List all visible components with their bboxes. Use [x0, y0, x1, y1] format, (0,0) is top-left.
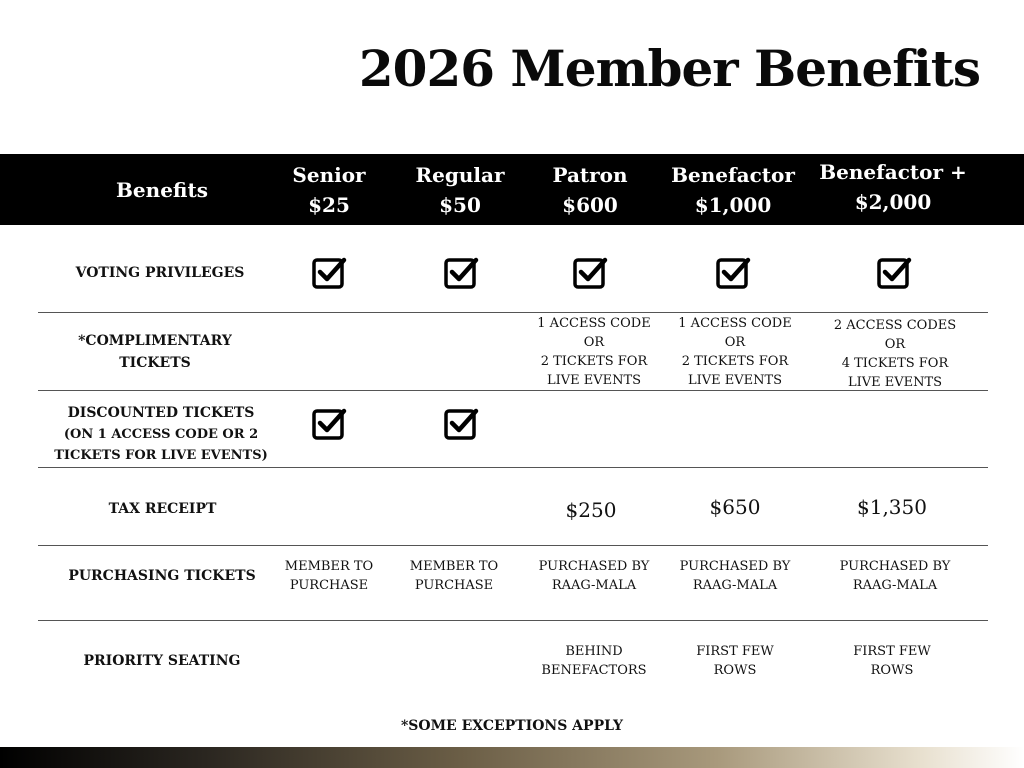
- tier-name: Benefactor: [671, 162, 795, 187]
- table-header: [0, 154, 1024, 225]
- cell-purchasing-senior: [270, 556, 388, 596]
- cell-purchasing-patron: [524, 556, 664, 596]
- row-label-tax-receipt: [40, 497, 285, 521]
- footnote: *SOME EXCEPTIONS APPLY: [400, 718, 624, 734]
- row-divider: [38, 312, 988, 313]
- cell-line: 1 ACCESS CODE: [678, 316, 792, 331]
- cell-line: OR: [884, 337, 906, 352]
- cell-tax-patron: [524, 497, 658, 523]
- checked-box-icon: [572, 255, 608, 291]
- cell-purchasing-benefactor-plus: [815, 556, 975, 596]
- cell-line: 2 TICKETS FOR: [540, 354, 648, 369]
- cell-complimentary-patron: [524, 314, 664, 390]
- tier-name: Senior: [292, 162, 366, 187]
- cell-line: BENEFACTORS: [541, 663, 647, 678]
- cell-line: RAAG-MALA: [692, 578, 778, 593]
- cell-tax-benefactor-plus: [812, 494, 972, 520]
- tier-price: $50: [439, 192, 481, 217]
- cell-priority-patron: [524, 641, 664, 681]
- row-divider: [38, 620, 988, 621]
- cell-line: ROWS: [870, 663, 914, 678]
- cell-line: OR: [583, 335, 605, 350]
- cell-purchasing-benefactor: [665, 556, 805, 596]
- row-label-text: VOTING PRIVILEGES: [75, 265, 245, 281]
- cell-line: PURCHASED BY: [538, 559, 650, 574]
- row-label-line: (ON 1 ACCESS CODE OR 2: [63, 427, 259, 442]
- cell-line: RAAG-MALA: [551, 578, 637, 593]
- cell-complimentary-benefactor-plus: [815, 316, 975, 392]
- row-label-line: *COMPLIMENTARY: [78, 333, 232, 349]
- tier-price: $25: [308, 192, 350, 217]
- row-label-text: PRIORITY SEATING: [83, 653, 241, 669]
- cell-line: 4 TICKETS FOR: [841, 356, 949, 371]
- page-title: 2026 Member Benefits: [358, 39, 980, 98]
- cell-line: PURCHASED BY: [839, 559, 951, 574]
- tier-name: Patron: [552, 162, 628, 187]
- checked-box-icon: [443, 255, 479, 291]
- cell-line: PURCHASED BY: [679, 559, 791, 574]
- cell-line: LIVE EVENTS: [687, 373, 783, 388]
- cell-line: PURCHASE: [414, 578, 494, 593]
- checked-box-icon: [443, 406, 479, 442]
- row-label-line: TICKETS FOR LIVE EVENTS): [54, 448, 268, 463]
- cell-line: ROWS: [713, 663, 757, 678]
- row-label-purchasing-tickets: [52, 564, 272, 588]
- benefits-column-header: [62, 154, 262, 225]
- decorative-gradient-bar: [0, 747, 1024, 768]
- row-label-text: PURCHASING TICKETS: [68, 568, 256, 584]
- row-label-line: TICKETS: [119, 355, 191, 371]
- tier-header-regular: [405, 154, 515, 225]
- cell-line: OR: [724, 335, 746, 350]
- tier-price: $600: [562, 192, 618, 217]
- cell-line: RAAG-MALA: [852, 578, 938, 593]
- cell-value: $250: [565, 498, 617, 522]
- cell-line: 2 ACCESS CODES: [833, 318, 957, 333]
- cell-line: 2 TICKETS FOR: [681, 354, 789, 369]
- cell-line: FIRST FEW: [853, 644, 931, 659]
- cell-priority-benefactor: [665, 641, 805, 681]
- row-divider: [38, 545, 988, 546]
- cell-tax-benefactor: [665, 494, 805, 520]
- row-label-text: TAX RECEIPT: [108, 501, 217, 517]
- cell-line: PURCHASE: [289, 578, 369, 593]
- tier-name: Regular: [415, 162, 505, 187]
- checked-box-icon: [876, 255, 912, 291]
- cell-line: 1 ACCESS CODE: [537, 316, 651, 331]
- checked-box-icon: [311, 255, 347, 291]
- checked-box-icon: [311, 406, 347, 442]
- benefits-header-label: Benefits: [116, 177, 208, 202]
- tier-header-benefactor-plus: [813, 151, 973, 222]
- tier-header-patron: [535, 154, 645, 225]
- cell-line: LIVE EVENTS: [546, 373, 642, 388]
- row-label-priority-seating: [52, 649, 272, 673]
- tier-header-benefactor: [663, 154, 803, 225]
- cell-line: MEMBER TO: [284, 559, 374, 574]
- checked-box-icon: [715, 255, 751, 291]
- tier-price: $1,000: [694, 192, 772, 217]
- cell-line: LIVE EVENTS: [847, 375, 943, 390]
- row-label-discounted-tickets: [36, 402, 286, 466]
- cell-line: BEHIND: [565, 644, 623, 659]
- row-label-complimentary-tickets: [40, 326, 270, 378]
- cell-priority-benefactor-plus: [812, 641, 972, 681]
- tier-name: Benefactor +: [819, 159, 967, 184]
- cell-purchasing-regular: [395, 556, 513, 596]
- tier-header-senior: [274, 154, 384, 225]
- tier-price: $2,000: [854, 189, 932, 214]
- cell-value: $1,350: [857, 495, 927, 519]
- row-label-voting-privileges: [40, 255, 280, 291]
- cell-value: $650: [709, 495, 761, 519]
- cell-line: MEMBER TO: [409, 559, 499, 574]
- row-label-line: DISCOUNTED TICKETS: [67, 405, 255, 421]
- cell-complimentary-benefactor: [665, 314, 805, 390]
- row-divider: [38, 467, 988, 468]
- row-divider: [38, 390, 988, 391]
- cell-line: FIRST FEW: [696, 644, 774, 659]
